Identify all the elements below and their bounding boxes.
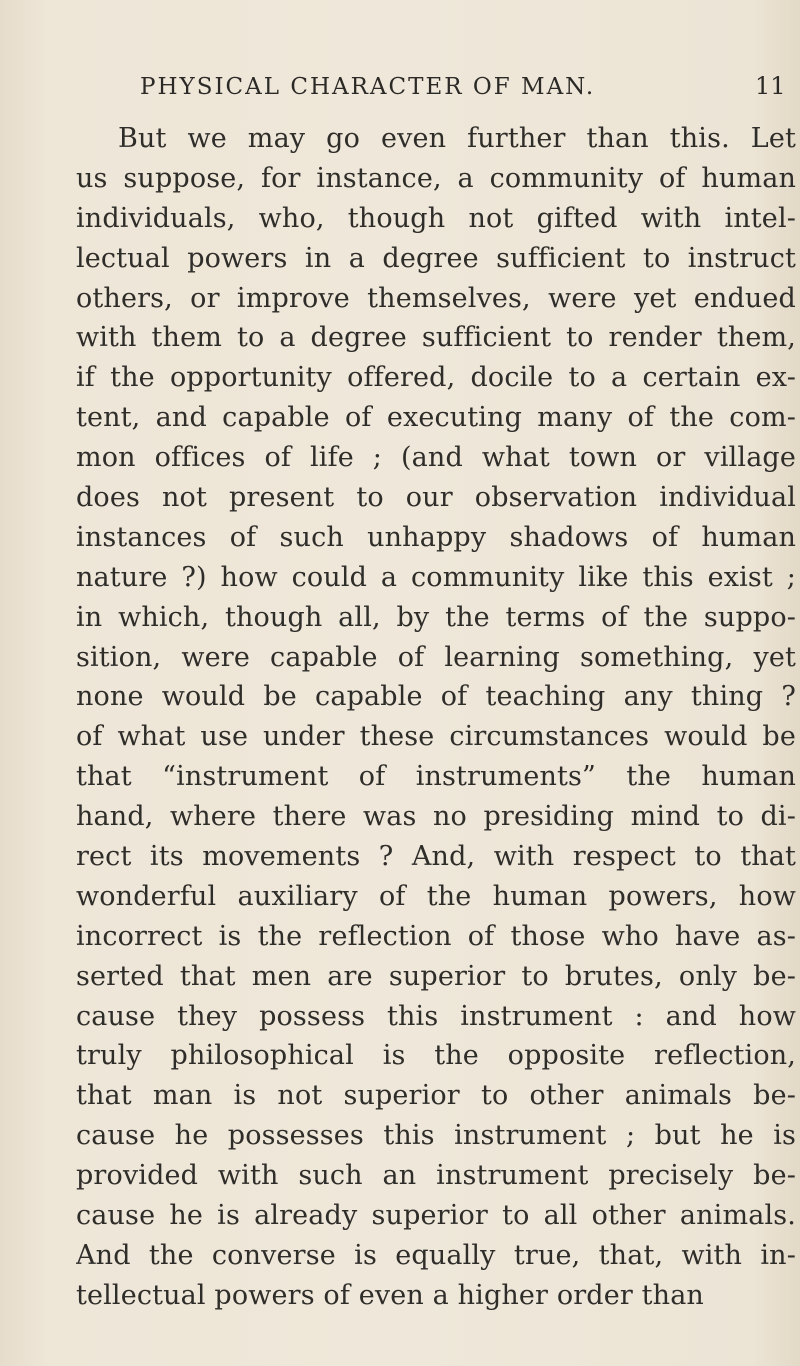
text-line: But we may go even further than this. Let bbox=[118, 123, 796, 154]
text-line: instances of such unhappy shadows of human bbox=[76, 521, 796, 553]
text-line: with them to a degree sufficient to render them, bbox=[76, 322, 796, 354]
text-line: rect its movements ? And, with respect to that bbox=[76, 841, 796, 873]
text-line: serted that men are superior to brutes, only be- bbox=[76, 960, 796, 992]
text-line: tellectual powers of even a higher order than bbox=[76, 1279, 704, 1311]
text-line: tent, and capable of executing many of the com- bbox=[76, 402, 796, 434]
text-line: that man is not superior to other animals be- bbox=[76, 1080, 796, 1112]
text-line: that “instrument of instruments” the human bbox=[76, 761, 796, 793]
text-line: of what use under these circumstances would be bbox=[76, 721, 796, 753]
text-line: sition, were capable of learning something, yet bbox=[76, 641, 796, 673]
text-line: provided with such an instrument precisely be- bbox=[76, 1160, 796, 1192]
running-title: PHYSICAL CHARACTER OF MAN. bbox=[140, 74, 596, 100]
text-line: wonderful auxiliary of the human powers, how bbox=[76, 880, 796, 912]
text-line: cause he possesses this instrument ; but he is bbox=[76, 1120, 796, 1152]
text-line: And the converse is equally true, that, with in- bbox=[76, 1239, 796, 1271]
text-line: does not present to our observation individual bbox=[76, 482, 796, 514]
text-line: hand, where there was no presiding mind to di- bbox=[76, 801, 796, 833]
text-line: cause they possess this instrument : and how bbox=[76, 1000, 796, 1032]
text-line: us suppose, for instance, a community of human bbox=[76, 162, 796, 194]
text-line: individuals, who, though not gifted with intel- bbox=[76, 202, 796, 234]
text-line: none would be capable of teaching any thing ? bbox=[76, 681, 796, 713]
page-number: 11 bbox=[755, 72, 786, 100]
text-line: mon offices of life ; (and what town or village bbox=[76, 442, 796, 474]
text-line: nature ?) how could a community like this exist ; bbox=[76, 561, 796, 593]
text-line: in which, though all, by the terms of the suppo- bbox=[76, 601, 796, 633]
text-line: others, or improve themselves, were yet endued bbox=[76, 282, 796, 314]
text-line: cause he is already superior to all other animals. bbox=[76, 1200, 796, 1232]
body-paragraph bbox=[76, 119, 796, 1316]
text-line: truly philosophical is the opposite reflection, bbox=[76, 1040, 796, 1072]
text-line: lectual powers in a degree sufficient to instruct bbox=[76, 242, 796, 274]
text-line: if the opportunity offered, docile to a certain ex- bbox=[76, 362, 796, 394]
text-line: incorrect is the reflection of those who have as- bbox=[76, 920, 796, 952]
